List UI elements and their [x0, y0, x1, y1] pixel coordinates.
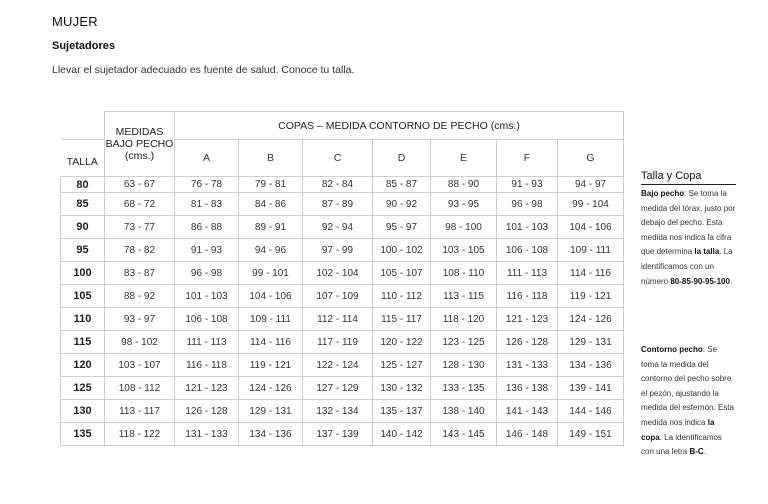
talla-cell: 115	[61, 331, 105, 354]
cup-b-cell: 129 - 131	[239, 400, 303, 423]
bajo-pecho-note	[641, 187, 736, 289]
page-title: MUJER	[52, 14, 98, 29]
cup-f-cell: 116 - 118	[497, 285, 558, 308]
cup-d-cell: 85 - 87	[373, 177, 431, 193]
cup-e-cell: 113 - 115	[431, 285, 497, 308]
cup-g-cell: 104 - 106	[558, 216, 624, 239]
bajo-pecho-text-2: . La identificamos con un número	[641, 247, 733, 286]
contorno-pecho-text-3: .	[703, 447, 706, 457]
cup-f-cell: 101 - 103	[497, 216, 558, 239]
cup-header-a: A	[175, 140, 239, 177]
table-row	[61, 193, 624, 216]
cup-g-cell: 124 - 126	[558, 308, 624, 331]
cup-d-cell: 105 - 107	[373, 262, 431, 285]
cup-header-d: D	[373, 140, 431, 177]
table-row	[61, 285, 624, 308]
cup-a-cell: 96 - 98	[175, 262, 239, 285]
cup-d-cell: 90 - 92	[373, 193, 431, 216]
talla-cell: 90	[61, 216, 105, 239]
cup-f-cell: 111 - 113	[497, 262, 558, 285]
cup-e-cell: 93 - 95	[431, 193, 497, 216]
cup-b-cell: 104 - 106	[239, 285, 303, 308]
cup-g-cell: 149 - 151	[558, 423, 624, 446]
bajo-pecho-cell: 118 - 122	[105, 423, 175, 446]
talla-cell: 135	[61, 423, 105, 446]
talla-cell: 85	[61, 193, 105, 216]
bajo-pecho-cell: 93 - 97	[105, 308, 175, 331]
cup-e-cell: 108 - 110	[431, 262, 497, 285]
bajo-pecho-bold-2: 80-85-90-95-100	[670, 276, 730, 286]
cup-f-cell: 141 - 143	[497, 400, 558, 423]
table-row	[61, 377, 624, 400]
cup-e-cell: 88 - 90	[431, 177, 497, 193]
cup-d-cell: 135 - 137	[373, 400, 431, 423]
talla-cell: 120	[61, 354, 105, 377]
cup-c-cell: 97 - 99	[303, 239, 373, 262]
cup-c-cell: 87 - 89	[303, 193, 373, 216]
cup-header-b: B	[239, 140, 303, 177]
cup-e-cell: 133 - 135	[431, 377, 497, 400]
cup-b-cell: 134 - 136	[239, 423, 303, 446]
cup-c-cell: 112 - 114	[303, 308, 373, 331]
cup-g-cell: 139 - 141	[558, 377, 624, 400]
bajo-pecho-cell: 108 - 112	[105, 377, 175, 400]
cup-f-cell: 136 - 138	[497, 377, 558, 400]
table-row	[61, 177, 624, 193]
cup-f-cell: 121 - 123	[497, 308, 558, 331]
cup-a-cell: 106 - 108	[175, 308, 239, 331]
cup-e-cell: 118 - 120	[431, 308, 497, 331]
cup-a-cell: 81 - 83	[175, 193, 239, 216]
table-corner	[61, 112, 105, 140]
cup-b-cell: 99 - 101	[239, 262, 303, 285]
cup-e-cell: 138 - 140	[431, 400, 497, 423]
talla-cell: 130	[61, 400, 105, 423]
cup-c-cell: 117 - 119	[303, 331, 373, 354]
contorno-pecho-note	[641, 343, 736, 460]
cup-g-cell: 99 - 104	[558, 193, 624, 216]
cup-d-cell: 110 - 112	[373, 285, 431, 308]
cup-b-cell: 109 - 111	[239, 308, 303, 331]
cup-a-cell: 131 - 133	[175, 423, 239, 446]
table-row	[61, 239, 624, 262]
cup-c-cell: 102 - 104	[303, 262, 373, 285]
cup-a-cell: 126 - 128	[175, 400, 239, 423]
cup-d-cell: 140 - 142	[373, 423, 431, 446]
cup-d-cell: 100 - 102	[373, 239, 431, 262]
cup-d-cell: 95 - 97	[373, 216, 431, 239]
cup-c-cell: 82 - 84	[303, 177, 373, 193]
talla-cell: 100	[61, 262, 105, 285]
cup-header-g: G	[558, 140, 624, 177]
cup-b-cell: 114 - 116	[239, 331, 303, 354]
talla-cell: 110	[61, 308, 105, 331]
cup-g-cell: 119 - 121	[558, 285, 624, 308]
bajo-pecho-cell: 63 - 67	[105, 177, 175, 193]
cup-a-cell: 111 - 113	[175, 331, 239, 354]
cup-d-cell: 120 - 122	[373, 331, 431, 354]
talla-header: TALLA	[61, 140, 105, 177]
cup-c-cell: 127 - 129	[303, 377, 373, 400]
cup-b-cell: 119 - 121	[239, 354, 303, 377]
size-chart-table	[60, 111, 624, 446]
table-row	[61, 308, 624, 331]
cup-f-cell: 126 - 128	[497, 331, 558, 354]
table-row	[61, 423, 624, 446]
page-subtitle: Sujetadores	[52, 40, 115, 52]
table-row	[61, 262, 624, 285]
cup-a-cell: 116 - 118	[175, 354, 239, 377]
cup-a-cell: 86 - 88	[175, 216, 239, 239]
cup-g-cell: 129 - 131	[558, 331, 624, 354]
bajo-pecho-text-1: : Se toma la medida del tórax, justo por debajo del pecho. Esta medida nos indica la cifra que determina	[641, 189, 736, 257]
cup-g-cell: 134 - 136	[558, 354, 624, 377]
cup-c-cell: 92 - 94	[303, 216, 373, 239]
cup-c-cell: 137 - 139	[303, 423, 373, 446]
cup-c-cell: 107 - 109	[303, 285, 373, 308]
bajo-pecho-cell: 73 - 77	[105, 216, 175, 239]
bajo-pecho-cell: 103 - 107	[105, 354, 175, 377]
cup-b-cell: 94 - 96	[239, 239, 303, 262]
bajo-pecho-cell: 78 - 82	[105, 239, 175, 262]
contorno-pecho-bold-2: B-C	[689, 447, 704, 457]
bajo-pecho-cell: 68 - 72	[105, 193, 175, 216]
talla-cell: 80	[61, 177, 105, 193]
talla-cell: 125	[61, 377, 105, 400]
bajo-pecho-cell: 83 - 87	[105, 262, 175, 285]
copas-header: COPAS – MEDIDA CONTORNO DE PECHO (cms.)	[175, 112, 624, 140]
cup-b-cell: 124 - 126	[239, 377, 303, 400]
bajo-pecho-cell: 88 - 92	[105, 285, 175, 308]
cup-e-cell: 123 - 125	[431, 331, 497, 354]
table-row	[61, 354, 624, 377]
intro-text: Llevar el sujetador adecuado es fuente de salud. Conoce tu talla.	[52, 64, 355, 76]
cup-a-cell: 101 - 103	[175, 285, 239, 308]
cup-e-cell: 143 - 145	[431, 423, 497, 446]
cup-header-c: C	[303, 140, 373, 177]
cup-e-cell: 98 - 100	[431, 216, 497, 239]
cup-header-e: E	[431, 140, 497, 177]
cup-c-cell: 132 - 134	[303, 400, 373, 423]
contorno-pecho-text-2: . La identificamos con una letra	[641, 432, 722, 457]
table-row	[61, 216, 624, 239]
cup-a-cell: 121 - 123	[175, 377, 239, 400]
bajo-pecho-term: Bajo pecho	[641, 189, 685, 198]
bajo-pecho-text-3: .	[729, 276, 733, 286]
cup-header-f: F	[497, 140, 558, 177]
cup-b-cell: 84 - 86	[239, 193, 303, 216]
cup-e-cell: 103 - 105	[431, 239, 497, 262]
cup-b-cell: 79 - 81	[239, 177, 303, 193]
bajo-pecho-bold-1: la talla	[694, 247, 720, 257]
cup-f-cell: 131 - 133	[497, 354, 558, 377]
cup-a-cell: 76 - 78	[175, 177, 239, 193]
cup-g-cell: 114 - 116	[558, 262, 624, 285]
cup-a-cell: 91 - 93	[175, 239, 239, 262]
cup-g-cell: 144 - 146	[558, 400, 624, 423]
cup-d-cell: 130 - 132	[373, 377, 431, 400]
cup-f-cell: 106 - 108	[497, 239, 558, 262]
cup-g-cell: 94 - 97	[558, 177, 624, 193]
cup-b-cell: 89 - 91	[239, 216, 303, 239]
cup-d-cell: 125 - 127	[373, 354, 431, 377]
contorno-pecho-bold-1: la copa	[641, 417, 715, 442]
cup-d-cell: 115 - 117	[373, 308, 431, 331]
cup-f-cell: 96 - 98	[497, 193, 558, 216]
contorno-pecho-text-1: : Se toma la medida del contorno del pecho sobre el pezón, ajustando la medida del esternón. Esta medida nos indica	[641, 345, 734, 427]
bajo-pecho-header: MEDIDAS BAJO PECHO (cms.)	[105, 112, 175, 177]
table-row	[61, 400, 624, 423]
cup-f-cell: 146 - 148	[497, 423, 558, 446]
table-row	[61, 331, 624, 354]
cup-f-cell: 91 - 93	[497, 177, 558, 193]
bajo-pecho-cell: 98 - 102	[105, 331, 175, 354]
cup-g-cell: 109 - 111	[558, 239, 624, 262]
cup-c-cell: 122 - 124	[303, 354, 373, 377]
talla-cell: 95	[61, 239, 105, 262]
contorno-pecho-term: Contorno pecho	[641, 345, 703, 354]
bajo-pecho-cell: 113 - 117	[105, 400, 175, 423]
sidebar-title: Talla y Copa	[641, 170, 736, 185]
cup-e-cell: 128 - 130	[431, 354, 497, 377]
talla-cell: 105	[61, 285, 105, 308]
